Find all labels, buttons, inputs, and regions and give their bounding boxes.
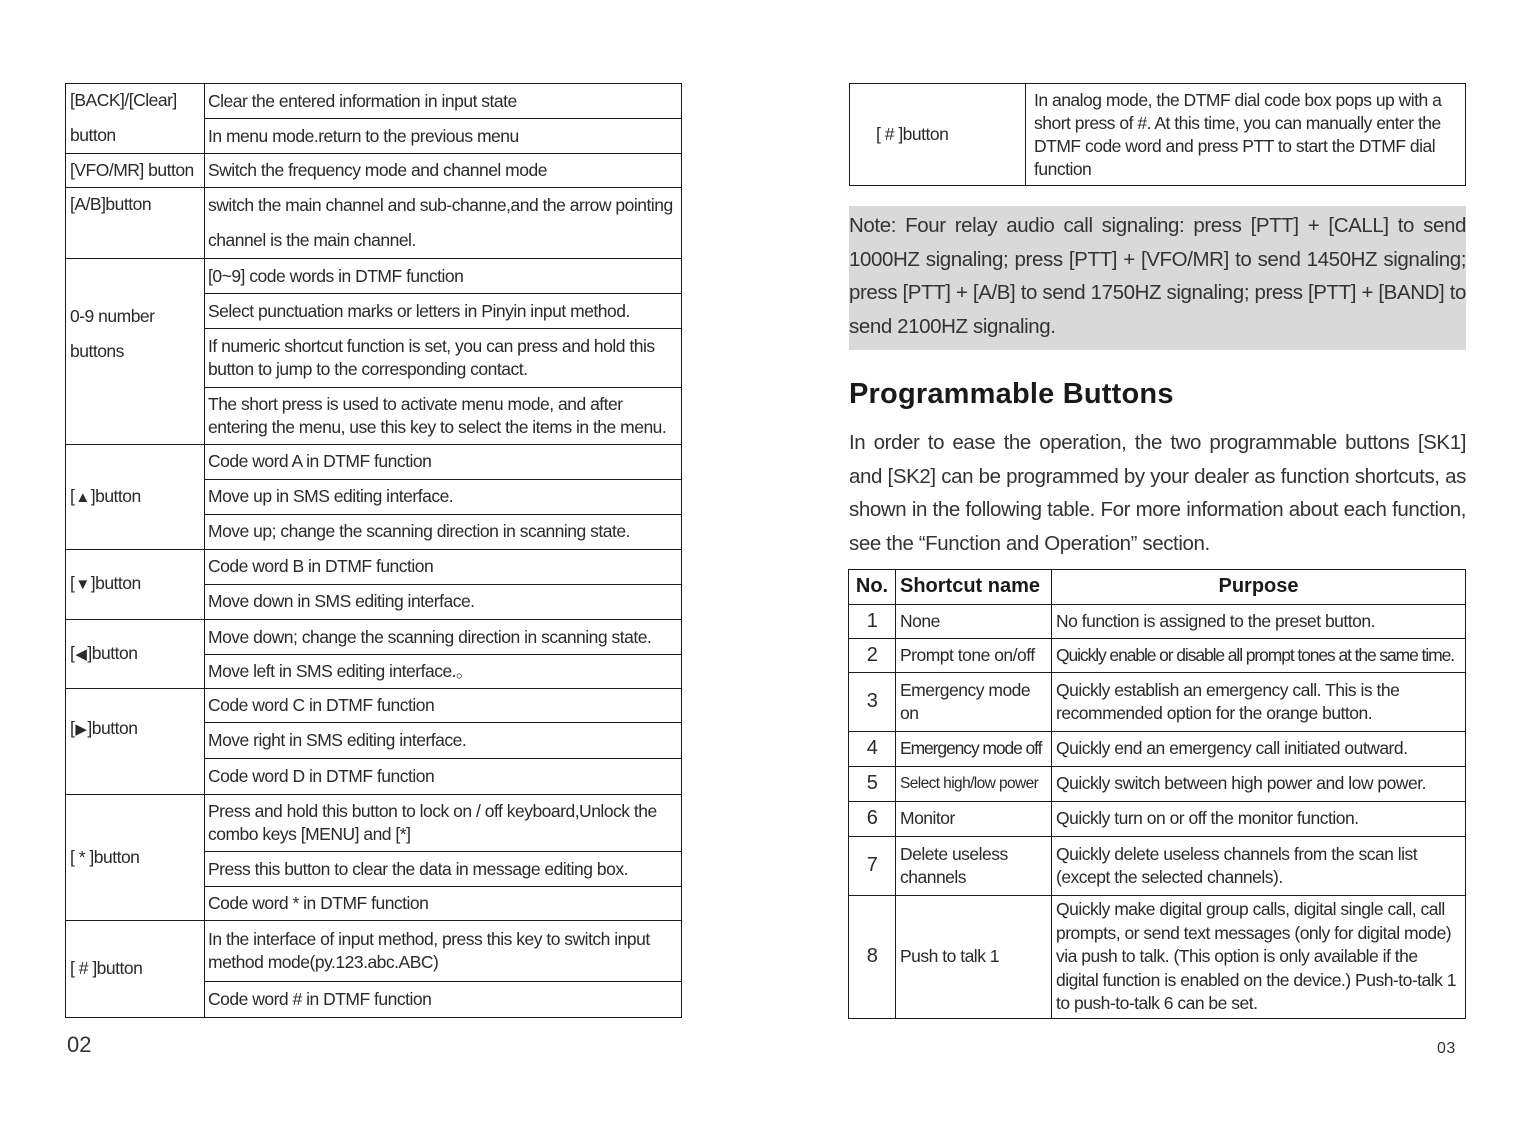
key-label: buttons [70,341,124,362]
desc-cell: Move left in SMS editing interface.。 [205,655,682,689]
table-row [849,802,1466,837]
table-row [849,767,1466,802]
header-no: No. [849,570,896,605]
key-label: button [70,125,116,145]
desc-cell: Code word * in DTMF function [205,887,682,920]
row-number: 6 [849,802,896,837]
key-cell-down [66,549,205,619]
row-number: 8 [849,896,896,1019]
desc-cell: Code word # in DTMF function [205,981,682,1017]
key-function-table [65,83,682,1018]
table-row [849,896,1466,1019]
desc-cell: The short press is used to activate menu mode, and after entering the menu, use this key to select the items in the menu. [205,387,682,444]
table-row [849,837,1466,896]
left-arrow-icon: ◀ [75,646,87,664]
key-label: ]button [90,573,141,594]
desc-cell: Code word B in DTMF function [205,549,682,584]
page-number-right: 03 [1437,1040,1456,1057]
key-label: ]button [87,718,138,739]
shortcut-name: Emergency mode off [896,732,1052,767]
desc-cell: Press and hold this button to lock on / off keyboard,Unlock the combo keys [MENU] and [*] [205,795,682,852]
key-cell-up [66,444,205,549]
desc-cell: Move down; change the scanning direction in scanning state. [205,619,682,654]
key-cell-vfo: [VFO/MR] button [66,154,205,188]
key-cell-left [66,619,205,688]
key-cell-star: [ * ]button [66,795,205,920]
section-title: Programmable Buttons [849,378,1174,410]
purpose: No function is assigned to the preset button. [1052,605,1466,639]
key-bracket: [ [70,573,75,594]
key-cell-hash-analog: [ # ]button [850,84,1026,186]
down-arrow-icon: ▼ [75,576,90,594]
key-bracket: [ [70,718,75,739]
key-bracket: [ [70,643,75,664]
row-number: 4 [849,732,896,767]
desc-cell: In the interface of input method, press this key to switch input method mode(py.123.abc.ABC) [205,920,682,981]
purpose: Quickly enable or disable all prompt tones at the same time. [1052,639,1466,673]
programmable-buttons-table [848,569,1466,1019]
desc-cell: switch the main channel and sub-channe,and the arrow pointing channel is the main channel. [205,188,682,259]
desc-cell: Code word C in DTMF function [205,689,682,723]
purpose: Quickly make digital group calls, digital single call, call prompts, or send text messages (only for digital mode) via push to talk. (This option is only available if the digital function is enabled on the device.) Push-to-talk 1 to push-to-talk 6 can be set. [1052,896,1466,1019]
purpose: Quickly delete useless channels from the scan list (except the selected channels). [1052,837,1466,896]
table-row [849,639,1466,673]
row-number: 2 [849,639,896,673]
desc-cell: Code word A in DTMF function [205,444,682,479]
desc-cell: Clear the entered information in input state [205,84,682,119]
shortcut-name: Monitor [896,802,1052,837]
desc-cell: In menu mode.return to the previous menu [205,119,682,154]
hash-button-table [849,83,1466,186]
purpose: Quickly switch between high power and low power. [1052,767,1466,802]
key-cell-number [66,259,205,444]
row-number: 7 [849,837,896,896]
desc-cell: Press this button to clear the data in message editing box. [205,852,682,887]
key-label: ]button [87,643,138,664]
desc-cell: Select punctuation marks or letters in Pinyin input method. [205,294,682,329]
key-label: [BACK]/[Clear] [70,90,177,110]
key-cell-right [66,689,205,795]
shortcut-name: None [896,605,1052,639]
desc-cell: Move up in SMS editing interface. [205,479,682,514]
shortcut-name: Select high/low power [896,767,1052,802]
row-number: 3 [849,673,896,732]
table-row [849,732,1466,767]
intro-paragraph: In order to ease the operation, the two programmable buttons [SK1] and [SK2] can be programmed by your dealer as function shortcuts, as shown in the following table. For more information about each function, see the “Function and Operation” section. [849,431,1466,555]
table-row [849,673,1466,732]
purpose: Quickly turn on or off the monitor function. [1052,802,1466,837]
desc-cell: [0~9] code words in DTMF function [205,259,682,294]
shortcut-name: Push to talk 1 [896,896,1052,1019]
up-arrow-icon: ▲ [75,488,90,506]
desc-cell: Move down in SMS editing interface. [205,584,682,619]
key-bracket: [ [70,485,75,506]
row-number: 1 [849,605,896,639]
desc-cell: Move up; change the scanning direction in scanning state. [205,514,682,549]
desc-cell: In analog mode, the DTMF dial code box pops up with a short press of #. At this time, you can manually enter the DTMF code word and press PTT to start the DTMF dial function [1026,84,1466,186]
desc-cell: Move right in SMS editing interface. [205,723,682,759]
key-cell-hash: [ # ]button [66,920,205,1017]
right-arrow-icon: ▶ [75,721,87,739]
desc-cell: Code word D in DTMF function [205,759,682,795]
key-label: ]button [90,485,141,506]
page-number-left: 02 [67,1032,92,1057]
shortcut-name: Prompt tone on/off [896,639,1052,673]
key-label: 0-9 number [70,306,155,327]
desc-cell: Switch the frequency mode and channel mode [205,154,682,188]
desc-cell: If numeric shortcut function is set, you can press and hold this button to jump to the corresponding contact. [205,329,682,387]
purpose: Quickly establish an emergency call. This is the recommended option for the orange button. [1052,673,1466,732]
purpose: Quickly end an emergency call initiated outward. [1052,732,1466,767]
shortcut-name: Emergency mode on [896,673,1052,732]
row-number: 5 [849,767,896,802]
shortcut-name: Delete useless channels [896,837,1052,896]
header-purpose: Purpose [1052,570,1466,605]
header-shortcut-name: Shortcut name [896,570,1052,605]
signaling-note: Note: Four relay audio call signaling: press [PTT] + [CALL] to send 1000HZ signaling; press [PTT] + [VFO/MR] to send 1450HZ signaling; press [PTT] + [A/B] to send 1750HZ signaling; press [PTT] + [BAND] to send 2100HZ signaling. [849,206,1466,350]
key-cell-ab: [A/B]button [66,188,205,259]
table-row [849,605,1466,639]
key-cell-back [66,84,205,154]
